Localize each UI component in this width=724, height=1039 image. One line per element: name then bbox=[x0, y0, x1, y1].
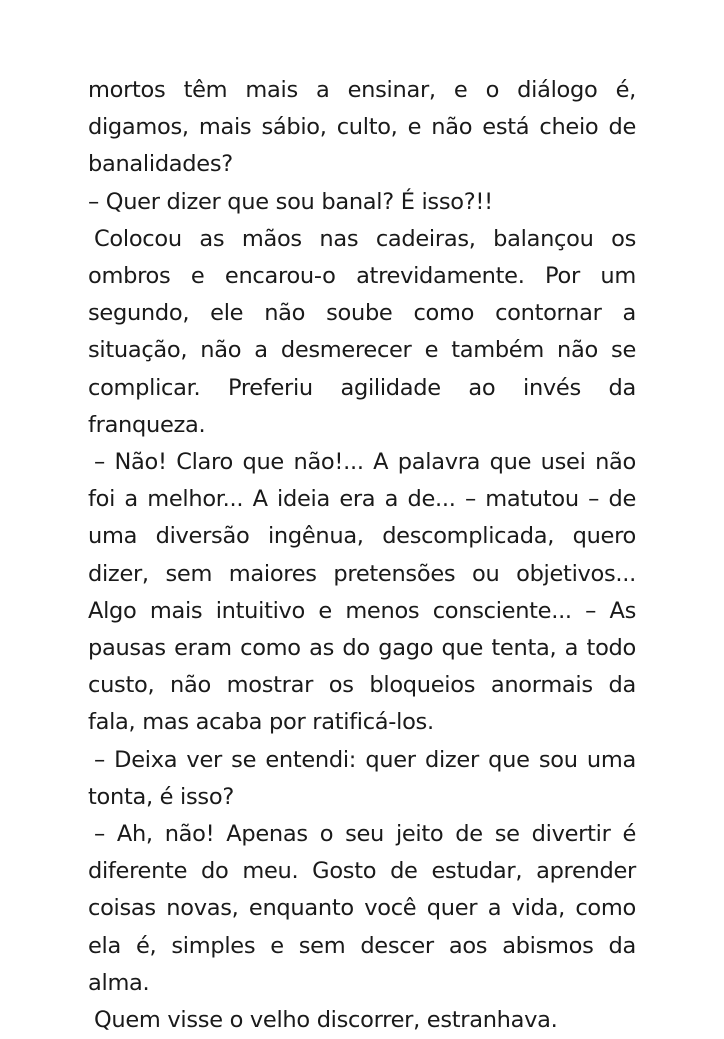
paragraph-4: – Não! Claro que não!... A palavra que usei não foi a melhor... A ideia era a de... – matutou – de uma diversão ingênua, descomplicada, quero dizer, sem maiores pretensões ou objetivos... Algo mais intuitivo e menos consciente... – As pausas eram como as do gago que tenta, a todo custo, não mostrar os bloqueios anormais da fala, mas acaba por ratificá-los. bbox=[88, 449, 636, 736]
paragraph-6: – Ah, não! Apenas o seu jeito de se divertir é diferente do meu. Gosto de estudar, aprender coisas novas, enquanto você quer a vida, como ela é, simples e sem descer aos abismos da alma. bbox=[88, 821, 636, 996]
paragraph-7: Quem visse o velho discorrer, estranhava. bbox=[94, 1007, 558, 1034]
paragraph-3: Colocou as mãos nas cadeiras, balançou os ombros e encarou-o atrevidamente. Por um segundo, ele não soube como contornar a situação, não a desmerecer e também não se complicar. Preferiu agilidade ao invés da franqueza. bbox=[88, 225, 636, 438]
paragraph-2: – Quer dizer que sou banal? É isso?!! bbox=[88, 188, 493, 215]
document-page bbox=[88, 72, 636, 1039]
paragraph-1: mortos têm mais a ensinar, e o diálogo é, digamos, mais sábio, culto, e não está cheio de banalidades? bbox=[88, 77, 636, 178]
paragraph-5: – Deixa ver se entendi: quer dizer que sou uma tonta, é isso? bbox=[88, 746, 636, 810]
